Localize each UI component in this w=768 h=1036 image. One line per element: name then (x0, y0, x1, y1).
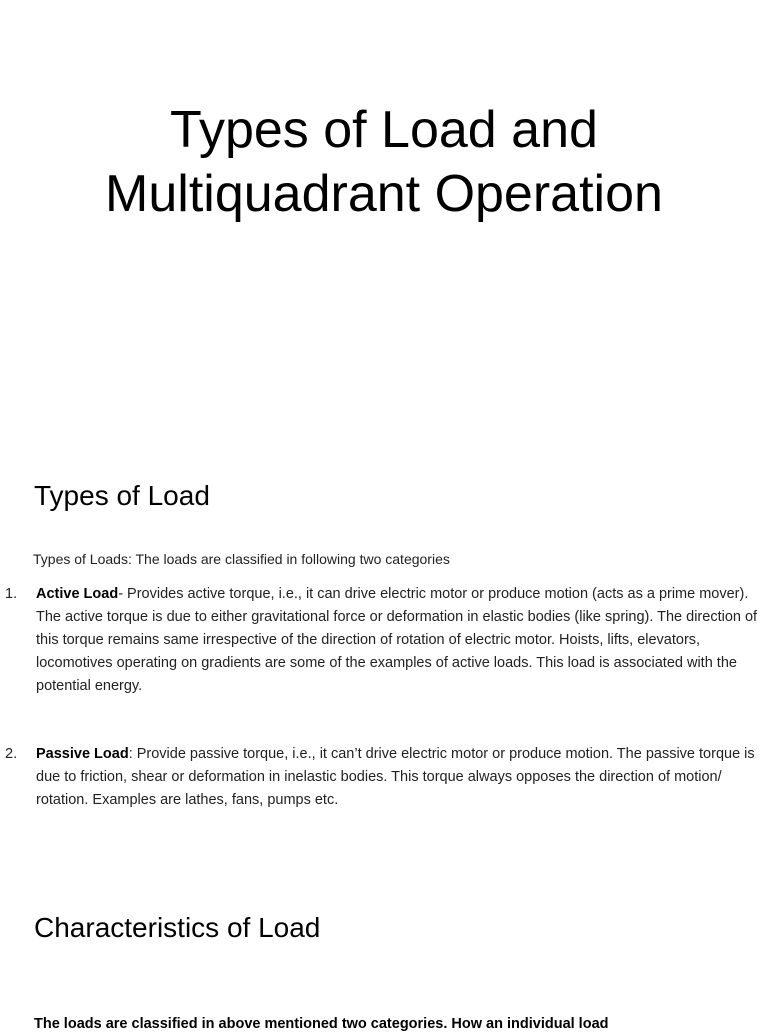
document-title (0, 98, 768, 226)
document-title-line-2: Multiquadrant Operation (105, 165, 663, 223)
list-item-term: Active Load (36, 586, 119, 602)
list-item-text: : Provide passive torque, i.e., it can’t drive electric motor or produce motion. The passive torque is due to friction, shear or deformation in inelastic bodies. This torque always opposes the direction of motion/ rotation. Examples are lathes, fans, pumps etc. (36, 746, 755, 808)
document-title-line-1: Types of Load and (170, 101, 598, 159)
list-item-text: - Provides active torque, i.e., it can drive electric motor or produce motion (acts as a prime mover). The active torque is due to either gravitational force or deformation in elastic bodies (like spring). The direction of this torque remains same irrespective of the direction of rotation of electric motor. Hoists, lifts, elevators, locomotives operating on gradients are some of the examples of active loads. This load is associated with the potential energy. (36, 586, 758, 694)
list-item-term: Passive Load (36, 746, 129, 762)
list-item-number: 2. (5, 746, 18, 762)
section-heading-types-of-load: Types of Load (34, 480, 210, 511)
characteristics-paragraph-partial: The loads are classified in above mentioned two categories. How an individual load (34, 1016, 609, 1032)
list-item-body (36, 583, 760, 698)
intro-paragraph: Types of Loads: The loads are classified in following two categories (33, 551, 450, 567)
list-item-body (36, 743, 760, 812)
list-item-number: 1. (5, 586, 18, 602)
section-heading-characteristics-of-load: Characteristics of Load (34, 912, 321, 943)
